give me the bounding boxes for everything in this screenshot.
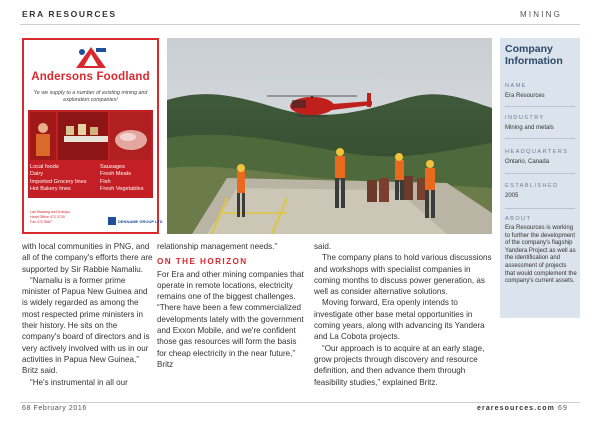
article-paragraph: “Our approach is to acquire at an early stage, grow projects through discovery and resource definition, and then advance them through feasibility studies,” explained Britz. [314, 343, 485, 387]
sidebar-label-established: ESTABLISHED [505, 183, 559, 189]
ad-item: Fresh Vegetables [100, 186, 144, 193]
article-paragraph: The company plans to hold various discussions and workshops with specialist companies in coming months to discuss power generation, as well as consider alternative solutions. [314, 253, 492, 297]
sidebar-label-industry: INDUSTRY [505, 115, 545, 121]
article-paragraph: “He's instrumental in all our [30, 377, 128, 387]
article-paragraph: said. [314, 242, 332, 251]
article-column-3 [314, 241, 496, 388]
ad-product-list-right [100, 164, 144, 194]
footer-page-number: 69 [557, 405, 568, 412]
sidebar-value-about: Era Resources is working to further the development of the company's flagship Yandera Project as well as the identification and assessment of projects that would complement the company's current assets. [505, 225, 577, 285]
sidebar-value-name: Era Resources [505, 93, 545, 99]
article-paragraph: “Namaliu is a former prime minister of Papua New Guinea and is widely regarded as among the most respected prime ministers in their history. He sits on the company's board of directors and is very actively involved with us in our activities in Papua New Guinea,” Britz said. [22, 275, 150, 376]
publication-header: ERA RESOURCES [22, 9, 117, 19]
article-column-2 [157, 241, 305, 370]
ad-item: Fish [100, 178, 111, 185]
sidebar-value-established: 2005 [505, 193, 519, 199]
sidebar-label-headquarters: HEADQUARTERS [505, 149, 569, 155]
sidebar-value-headquarters: Ontario, Canada [505, 159, 550, 165]
sidebar-divider [505, 106, 575, 107]
ad-item: Local foods [30, 164, 59, 170]
header-divider [20, 24, 580, 25]
article-column-1 [22, 241, 155, 388]
article-paragraph: relationship management needs.” [157, 242, 278, 251]
article-paragraph: with local communities in PNG, and all of the company's efforts there are supported by Sir Rabbie Namaliu. [22, 242, 153, 274]
andersons-logo-icon [74, 46, 108, 70]
article-paragraph: For Era and other mining companies that operate in remote locations, electricity remains one of the biggest challenges. “There have been a few commercialized developments lately with the government and Exxon Mobile, and we're confident those gas resources will form the basis for cheap electricity in the near future,” Britz [157, 269, 304, 369]
group-logo-icon [108, 216, 163, 226]
sidebar-divider [505, 208, 575, 209]
section-heading: ON THE HORIZON [157, 257, 248, 267]
ad-brand-name: Andersons Foodland [31, 71, 150, 83]
sidebar-value-industry: Mining and metals [505, 125, 554, 131]
ad-contact-info [30, 210, 70, 225]
section-header: MINING [520, 10, 563, 19]
svg-text:DENNAME GROUP LTD: DENNAME GROUP LTD [118, 219, 163, 224]
ad-item: Hot Bakery lines [30, 186, 71, 193]
ad-contact-line: Head Office 472 3730 [30, 215, 65, 219]
ad-contact-line: Lae Madang and Kokopo [30, 210, 71, 214]
ad-item: Imported Grocery lines [30, 178, 87, 185]
sidebar-label-name: NAME [505, 83, 527, 89]
sidebar-divider [505, 138, 575, 139]
footer-page-left: 68 February 2016 [22, 405, 87, 412]
ad-item: Fresh Meats [100, 171, 132, 178]
article-paragraph: Moving forward, Era openly intends to investigate other base metal opportunities in coming years, along with advancing its Yandera and La Cobota projects. [314, 298, 485, 342]
footer-page-right [477, 405, 568, 412]
ad-photo-illustration [30, 112, 151, 160]
footer-divider [20, 402, 580, 403]
ad-tagline: Ye we supply to a number of existing mining and exploration companies! [33, 90, 148, 103]
sidebar-divider [505, 173, 575, 174]
footer-website: eraresources.com [477, 405, 555, 412]
sidebar-title: Company Information [505, 43, 563, 67]
sidebar-label-about: ABOUT [505, 216, 532, 222]
ad-contact-line: Fax 472 5667 [30, 220, 52, 224]
ad-item: Sausages [100, 164, 125, 170]
company-information-sidebar [500, 38, 580, 318]
andersons-advertisement[interactable] [22, 38, 163, 234]
helicopter-mining-photo [167, 38, 492, 234]
ad-product-list-left [30, 164, 87, 194]
ad-item: Dairy [30, 171, 44, 178]
